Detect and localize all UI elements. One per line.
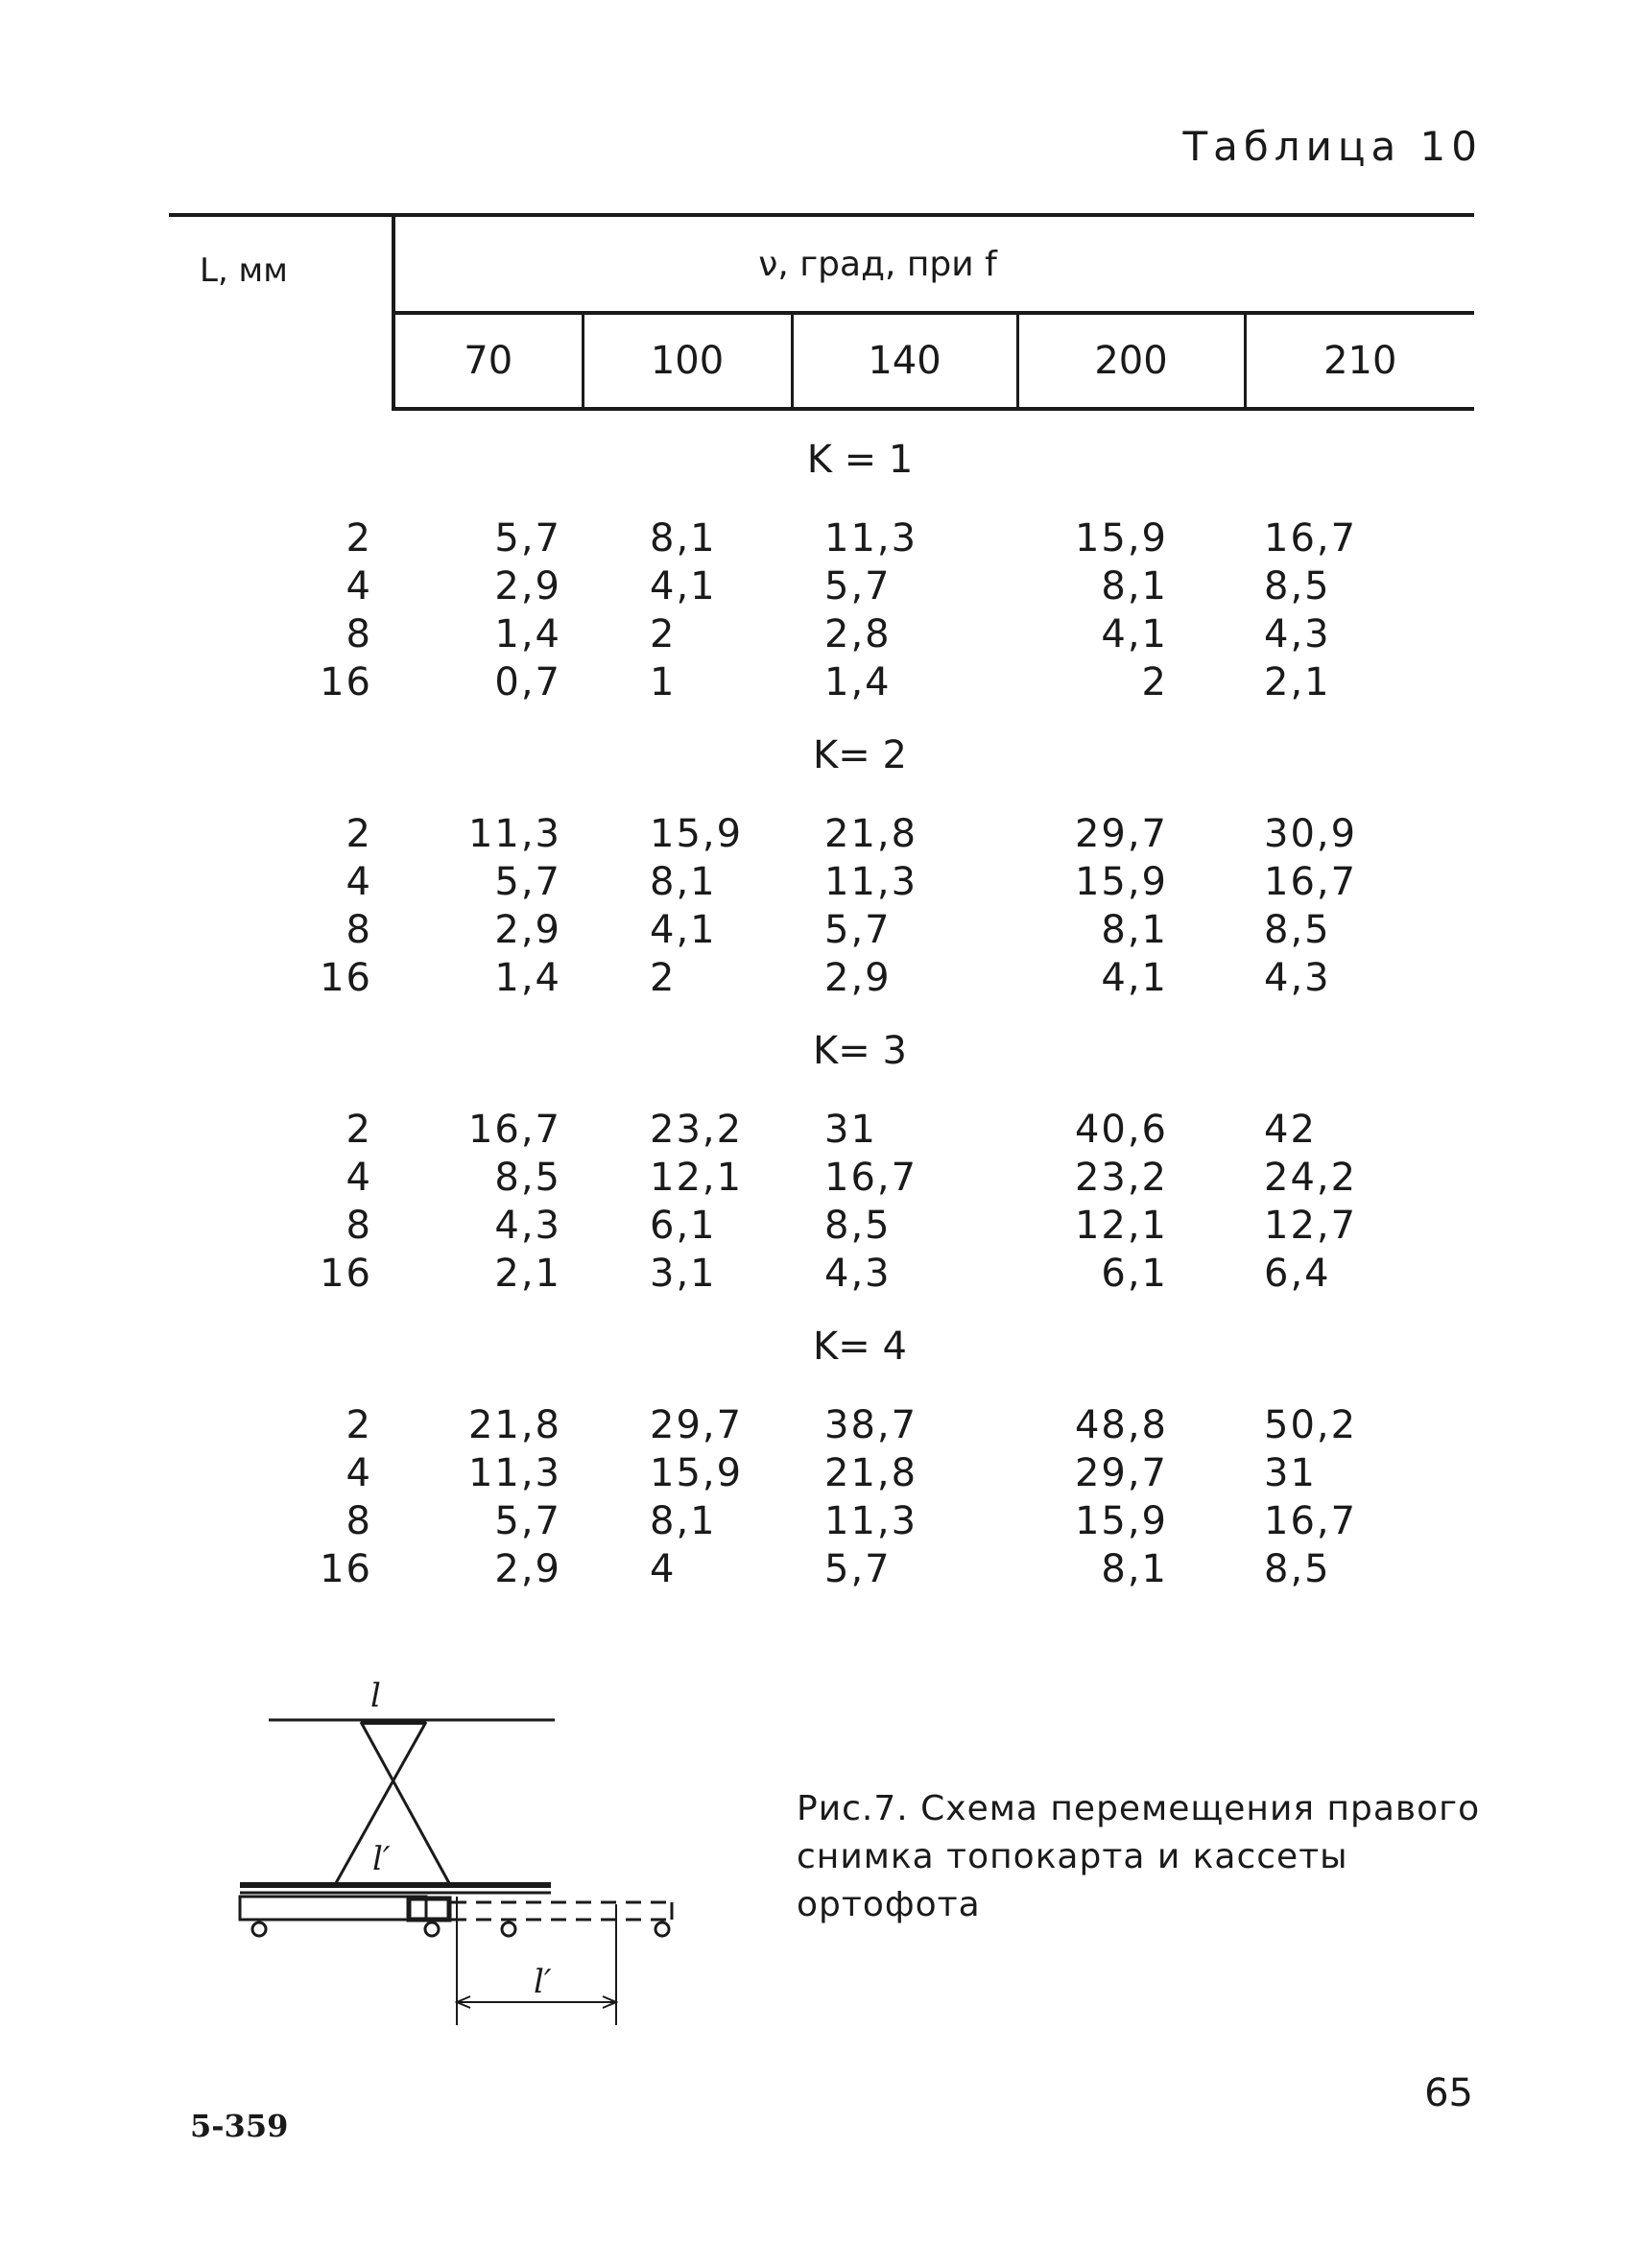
table-cell: 8,1: [650, 860, 717, 904]
table-cell: 11,3: [824, 860, 918, 904]
table-cell: 4,3: [494, 1204, 561, 1248]
table-cell: 4,1: [1101, 956, 1168, 1000]
table-row: [169, 514, 1474, 562]
row-l-value: 8: [345, 612, 372, 657]
table-cell: 2,1: [494, 1252, 561, 1296]
table-row: [169, 1401, 1474, 1449]
table-cell: 38,7: [824, 1403, 918, 1447]
table-cell: 4,3: [1264, 956, 1331, 1000]
column-header: 140: [792, 313, 1017, 409]
table-row: [169, 1202, 1474, 1250]
table-cell: 4,3: [824, 1252, 892, 1296]
table-cell: 4,3: [1264, 612, 1331, 657]
table-cell: 15,9: [1074, 1499, 1168, 1543]
table-cell: 21,8: [824, 812, 918, 856]
table-cell: 2,9: [494, 564, 561, 609]
table-cell: 40,6: [1074, 1108, 1168, 1152]
label-l-prime: l′: [372, 1840, 391, 1878]
table-cell: 31: [1264, 1451, 1317, 1495]
table-cell: 6,4: [1264, 1252, 1331, 1296]
table-cell: 5,7: [824, 564, 892, 609]
table-row: [169, 658, 1474, 706]
table-cell: 16,7: [824, 1156, 918, 1200]
section-header-row: [169, 1002, 1474, 1106]
row-l-value: 4: [345, 1451, 372, 1495]
table-cell: 24,2: [1264, 1156, 1358, 1200]
table-row: [169, 1545, 1474, 1593]
table-row: [169, 1250, 1474, 1298]
table-row: [169, 954, 1474, 1002]
row-l-value: 2: [345, 516, 372, 561]
table-cell: 12,7: [1264, 1204, 1358, 1248]
table-cell: 21,8: [467, 1403, 561, 1447]
table-cell: 1: [650, 660, 677, 704]
table-cell: 6,1: [650, 1204, 717, 1248]
table-row: [169, 906, 1474, 954]
column-header: 210: [1245, 313, 1474, 409]
table-cell: 16,7: [1264, 860, 1358, 904]
table-cell: 1,4: [494, 956, 561, 1000]
table-cell: 29,7: [650, 1403, 744, 1447]
table-cell: 2,9: [494, 908, 561, 952]
table-cell: 21,8: [824, 1451, 918, 1495]
shift-scheme-diagram: [230, 1670, 681, 2044]
section-label: K = 1: [806, 438, 914, 482]
row-label-header: [169, 215, 393, 409]
table-cell: 50,2: [1264, 1403, 1358, 1447]
table-cell: 2,8: [824, 612, 892, 657]
row-l-value: 4: [345, 564, 372, 609]
table-cell: 4,1: [1101, 612, 1168, 657]
table-cell: 23,2: [1074, 1156, 1168, 1200]
table-cell: 8,5: [1264, 564, 1331, 609]
row-l-value: 16: [320, 1547, 372, 1591]
table-cell: 11,3: [824, 516, 918, 561]
print-code: 5-359: [190, 2108, 289, 2144]
data-table: [169, 213, 1474, 1593]
table-cell: 2: [1141, 660, 1168, 704]
row-l-value: 2: [345, 1403, 372, 1447]
table-cell: 16,7: [1264, 1499, 1358, 1543]
table-cell: 12,1: [650, 1156, 744, 1200]
table-row: [169, 1106, 1474, 1154]
table-cell: 15,9: [1074, 860, 1168, 904]
table-cell: 4: [650, 1547, 677, 1591]
table-row: [169, 562, 1474, 610]
group-header: ν, град, при f: [393, 215, 1474, 313]
table-body: [169, 409, 1474, 1593]
table-cell: 4,1: [650, 564, 717, 609]
table-cell: 5,7: [824, 1547, 892, 1591]
figure-diagram: [230, 1670, 681, 2044]
table-cell: 15,9: [650, 1451, 744, 1495]
figure-caption: Рис.7. Схема перемещения правого снимка топокарта и кассеты ортофота: [797, 1789, 1481, 1924]
table-row: [169, 1449, 1474, 1497]
table-cell: 8,1: [1101, 564, 1168, 609]
table-caption: Таблица 10: [1182, 123, 1483, 170]
table-cell: 2,9: [494, 1547, 561, 1591]
table-cell: 11,3: [467, 812, 561, 856]
table-cell: 5,7: [824, 908, 892, 952]
table-cell: 2,9: [824, 956, 892, 1000]
row-label-text: L, мм: [200, 251, 288, 290]
section-label: K= 3: [813, 1029, 907, 1073]
table-cell: 8,5: [824, 1204, 892, 1248]
table-cell: 8,1: [650, 516, 717, 561]
page-number: 65: [1424, 2071, 1473, 2115]
table-cell: 16,7: [1264, 516, 1358, 561]
row-l-value: 8: [345, 1204, 372, 1248]
table-row: [169, 1154, 1474, 1202]
table-cell: 2,1: [1264, 660, 1331, 704]
row-l-value: 4: [345, 1156, 372, 1200]
table-cell: 8,1: [1101, 1547, 1168, 1591]
table-cell: 11,3: [467, 1451, 561, 1495]
column-header: 200: [1017, 313, 1245, 409]
section-header-row: [169, 706, 1474, 810]
label-l-prime-shift: l′: [534, 1963, 552, 2001]
row-l-value: 16: [320, 660, 372, 704]
section-label: K= 2: [813, 733, 907, 777]
row-l-value: 16: [320, 1252, 372, 1296]
table-cell: 29,7: [1074, 1451, 1168, 1495]
table-cell: 15,9: [650, 812, 744, 856]
table-cell: 30,9: [1264, 812, 1358, 856]
row-l-value: 2: [345, 812, 372, 856]
table-row: [169, 610, 1474, 658]
table-cell: 2: [650, 956, 677, 1000]
section-header-row: [169, 409, 1474, 514]
table-cell: 12,1: [1074, 1204, 1168, 1248]
data-table-container: [169, 213, 1474, 1593]
row-l-value: 8: [345, 1499, 372, 1543]
table-cell: 1,4: [494, 612, 561, 657]
row-l-value: 4: [345, 860, 372, 904]
table-cell: 11,3: [824, 1499, 918, 1543]
table-cell: 8,5: [1264, 908, 1331, 952]
table-cell: 8,5: [494, 1156, 561, 1200]
table-cell: 42: [1264, 1108, 1317, 1152]
table-cell: 31: [824, 1108, 877, 1152]
table-row: [169, 858, 1474, 906]
table-cell: 8,1: [650, 1499, 717, 1543]
table-cell: 48,8: [1074, 1403, 1168, 1447]
table-cell: 8,5: [1264, 1547, 1331, 1591]
table-cell: 2: [650, 612, 677, 657]
row-l-value: 2: [345, 1108, 372, 1152]
section-label: K= 4: [813, 1325, 907, 1369]
table-cell: 29,7: [1074, 812, 1168, 856]
table-cell: 23,2: [650, 1108, 744, 1152]
column-header: 100: [583, 313, 792, 409]
table-cell: 5,7: [494, 1499, 561, 1543]
table-row: [169, 810, 1474, 858]
table-cell: 15,9: [1074, 516, 1168, 561]
row-l-value: 16: [320, 956, 372, 1000]
row-l-value: 8: [345, 908, 372, 952]
table-cell: 0,7: [494, 660, 561, 704]
table-row: [169, 1497, 1474, 1545]
table-cell: 1,4: [824, 660, 892, 704]
column-header: 70: [393, 313, 583, 409]
table-cell: 16,7: [467, 1108, 561, 1152]
table-cell: 5,7: [494, 516, 561, 561]
table-cell: 4,1: [650, 908, 717, 952]
table-cell: 5,7: [494, 860, 561, 904]
section-header-row: [169, 1298, 1474, 1401]
label-l: l: [370, 1677, 381, 1715]
table-cell: 3,1: [650, 1252, 717, 1296]
table-cell: 8,1: [1101, 908, 1168, 952]
table-cell: 6,1: [1101, 1252, 1168, 1296]
